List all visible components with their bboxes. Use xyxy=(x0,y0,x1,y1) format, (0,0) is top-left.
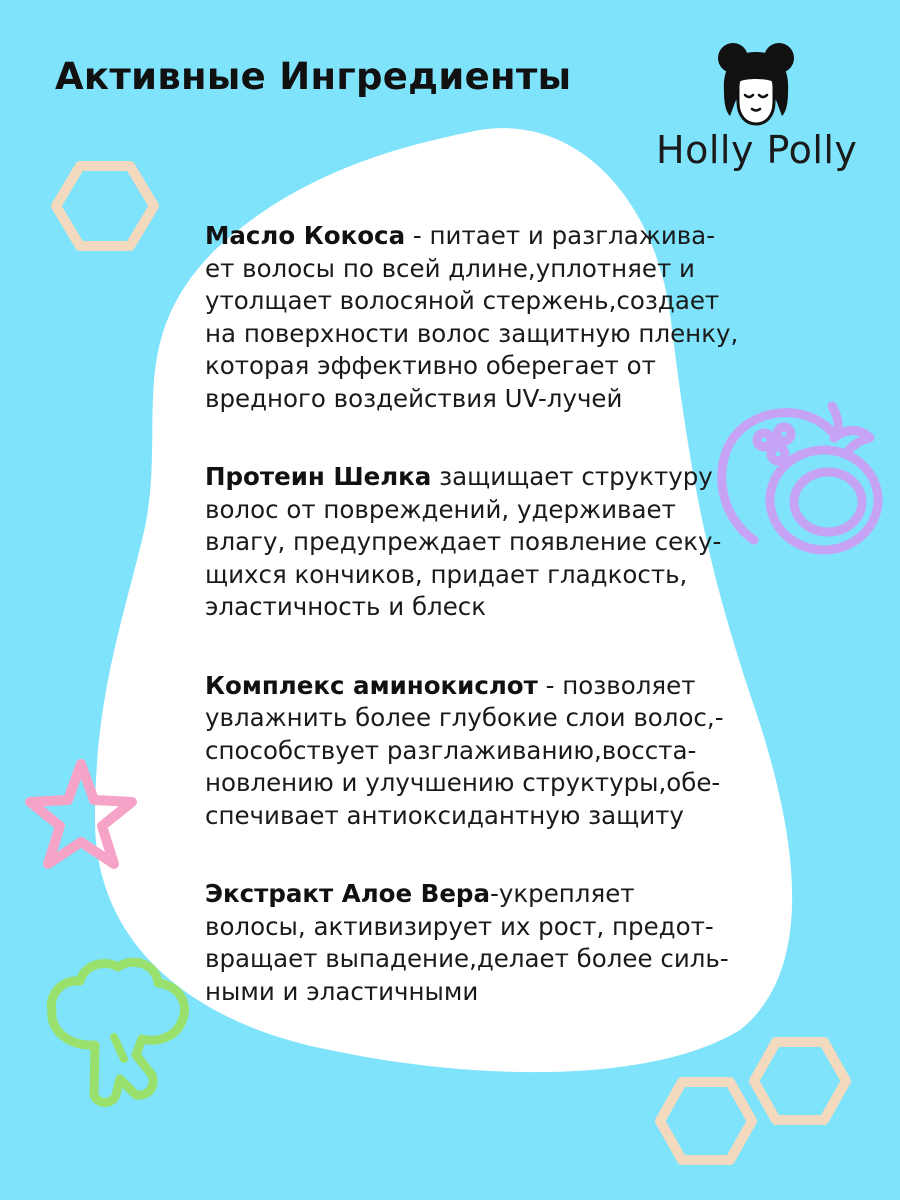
ingredient-silk-protein xyxy=(205,461,740,624)
ingredient-coconut-oil xyxy=(205,220,740,415)
ingredient-name: Масло Кокоса xyxy=(205,221,406,250)
brand-name: Holly Polly xyxy=(656,128,858,172)
star-icon xyxy=(22,756,140,874)
ingredient-description: защищает структуру волос от повреждений, удерживает влагу, предупреждает появление секу-щихся кончиков, придает гладкость, эластичность и блеск xyxy=(205,462,722,621)
ingredient-name: Экстракт Алое Вера xyxy=(205,879,491,908)
ingredient-description: - позволяет увлажнить более глубокие слои волос,-способствует разглаживанию,восста-новлению и улучшению структуры,обе-спечивает антиоксидантную защиту xyxy=(205,670,724,830)
ingredient-aloe-vera xyxy=(205,878,740,1008)
girl-face-icon xyxy=(716,40,796,128)
brand-logo xyxy=(640,30,880,190)
page-title: Активные Ингредиенты xyxy=(55,55,572,98)
broccoli-icon xyxy=(40,955,195,1115)
hexagon-icon xyxy=(654,1076,758,1166)
hexagon-icon xyxy=(748,1036,852,1126)
ingredient-amino-acids xyxy=(205,670,740,833)
ingredient-description: - питает и разглажива-ет волосы по всей длине,уплотняет и утолщает волосяной стержень,создает на поверхности волос защитную пленку, которая эффективно оберегает от вредного воздействия UV-лучей xyxy=(205,221,739,413)
ingredient-name: Комплекс аминокислот xyxy=(205,670,538,700)
hexagon-icon xyxy=(50,160,160,252)
ingredients-list xyxy=(205,220,740,1054)
ingredient-description: -укрепляет волосы, активизирует их рост, предот-вращает выпадение,делает более силь-ными и эластичными xyxy=(205,879,729,1006)
ingredient-name: Протеин Шелка xyxy=(205,462,432,491)
